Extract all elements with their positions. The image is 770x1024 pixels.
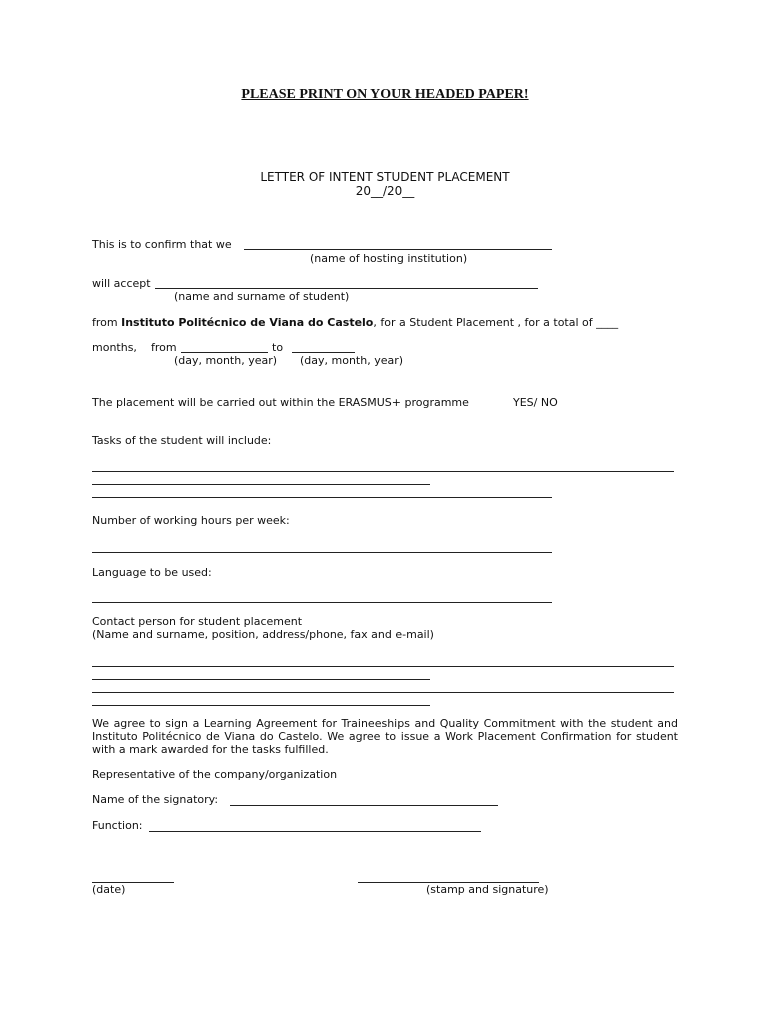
from-suffix: , for a Student Placement , for a total of [373, 316, 597, 329]
signatory-field[interactable] [230, 805, 498, 806]
language-label: Language to be used: [92, 566, 212, 579]
headed-paper-notice: PLEASE PRINT ON YOUR HEADED PAPER! [241, 87, 529, 102]
months-total-field[interactable]: ____ [596, 316, 619, 329]
date-label: (date) [92, 883, 126, 896]
hosting-institution-hint: (name of hosting institution) [310, 252, 468, 265]
contact-field-line-4[interactable] [92, 705, 430, 706]
function-label: Function: [92, 819, 146, 832]
contact-person-hint: (Name and surname, position, address/phone, fax and e-mail) [92, 628, 434, 641]
tasks-label: Tasks of the student will include: [92, 434, 272, 447]
from-prefix: from [92, 316, 122, 329]
working-hours-label: Number of working hours per week: [92, 514, 290, 527]
end-date-field[interactable] [292, 352, 355, 353]
contact-person-label: Contact person for student placement [92, 615, 303, 628]
to-label: to [272, 341, 284, 354]
start-date-field[interactable] [181, 352, 268, 353]
tasks-field-line-1[interactable] [92, 471, 674, 472]
student-name-hint: (name and surname of student) [174, 290, 350, 303]
erasmus-yes-no[interactable]: YES/ NO [513, 396, 558, 409]
from-label: from [151, 341, 177, 354]
from-institution-line [92, 316, 618, 329]
months-label: months, [92, 341, 137, 354]
erasmus-label: The placement will be carried out within the ERASMUS+ programme [92, 396, 469, 409]
contact-field-line-3[interactable] [92, 692, 674, 693]
confirm-label: This is to confirm that we [92, 238, 236, 251]
letter-title: LETTER OF INTENT STUDENT PLACEMENT [260, 170, 510, 184]
signatory-label: Name of the signatory: [92, 793, 222, 806]
student-name-field[interactable] [155, 288, 538, 289]
agreement-paragraph: We agree to sign a Learning Agreement for Traineeships and Quality Commitment with the student and Instituto Politécnico de Viana do Castelo. We agree to issue a Work Placement Confirmation for student with a mark awarded for the tasks fulfilled. [92, 717, 678, 756]
accept-label: will accept [92, 277, 151, 290]
start-date-hint: (day, month, year) [174, 354, 278, 367]
representative-label: Representative of the company/organization [92, 768, 338, 781]
tasks-field-line-2[interactable] [92, 484, 430, 485]
tasks-field-line-3[interactable] [92, 497, 552, 498]
function-field[interactable] [149, 831, 481, 832]
institution-name: Instituto Politécnico de Viana do Castelo [121, 316, 374, 329]
academic-year: 20__/20__ [355, 184, 415, 198]
contact-field-line-1[interactable] [92, 666, 674, 667]
working-hours-field[interactable] [92, 552, 552, 553]
language-field[interactable] [92, 602, 552, 603]
hosting-institution-field[interactable] [244, 249, 552, 250]
contact-field-line-2[interactable] [92, 679, 430, 680]
end-date-hint: (day, month, year) [300, 354, 404, 367]
stamp-signature-label: (stamp and signature) [426, 883, 549, 896]
